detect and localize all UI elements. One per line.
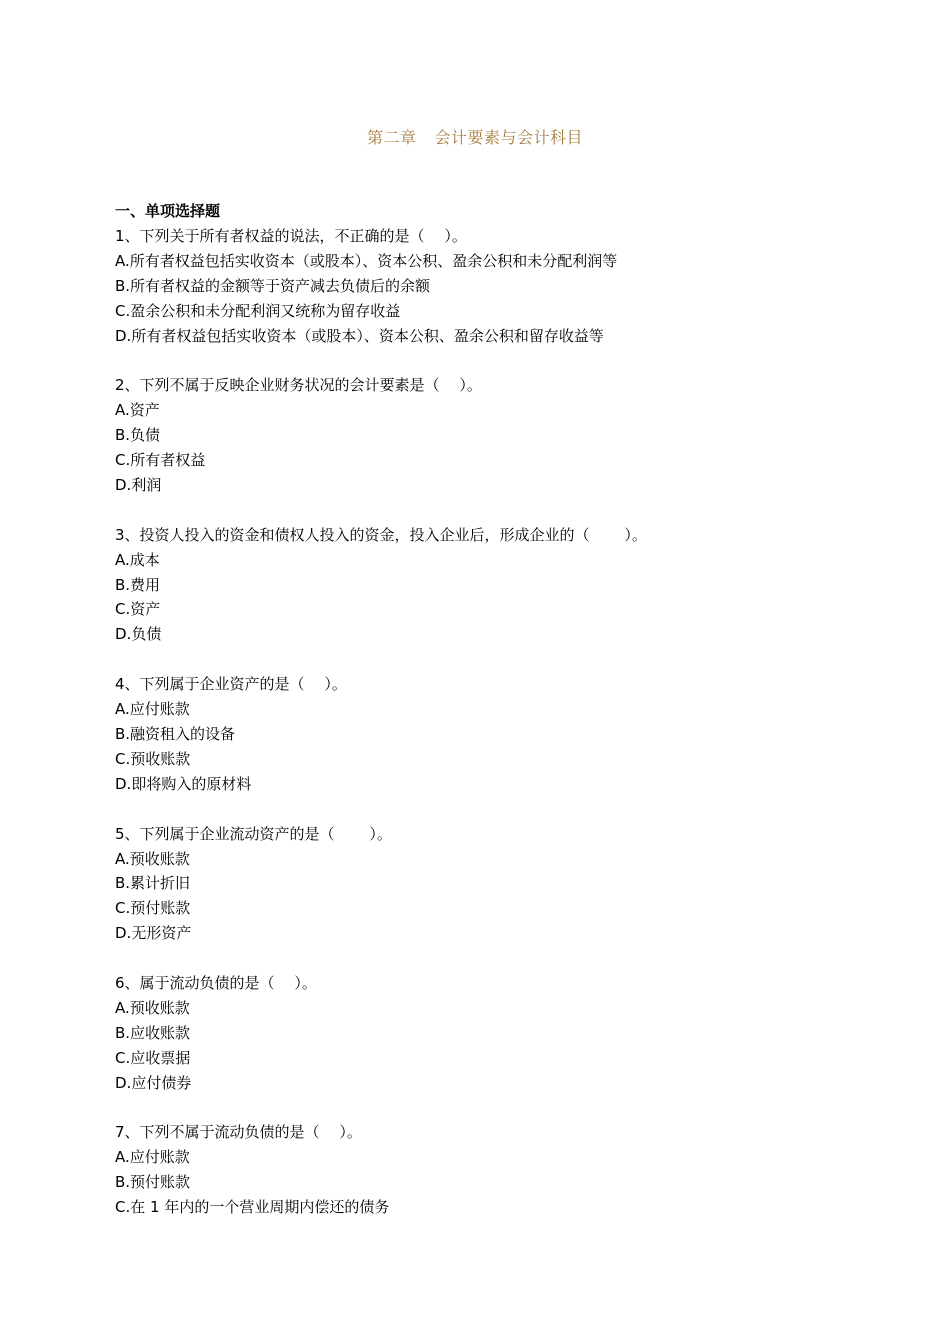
option-b: B.预付账款 — [115, 1173, 191, 1192]
option-c: C.所有者权益 — [115, 451, 206, 470]
question-stem: 4、下列属于企业资产的是（ ）。 — [115, 675, 347, 694]
chapter-title — [0, 127, 950, 149]
question-4 — [115, 672, 915, 797]
question-stem: 2、下列不属于反映企业财务状况的会计要素是（ ）。 — [115, 376, 482, 395]
option-d: D.利润 — [115, 475, 162, 494]
question-6 — [115, 971, 915, 1096]
document-content — [115, 199, 915, 1245]
option-c: C.预付账款 — [115, 899, 191, 918]
question-1 — [115, 224, 915, 349]
option-a: A.成本 — [115, 550, 160, 569]
option-b: B.负债 — [115, 426, 161, 445]
option-a: A.资产 — [115, 401, 160, 420]
option-a: A.应付账款 — [115, 1148, 190, 1167]
option-c: C.资产 — [115, 600, 161, 619]
question-2 — [115, 373, 915, 498]
option-c: C.应收票据 — [115, 1048, 191, 1067]
option-b: B.应收账款 — [115, 1023, 191, 1042]
option-b: B.费用 — [115, 575, 161, 594]
option-d: D.无形资产 — [115, 924, 192, 943]
question-5 — [115, 822, 915, 947]
section-heading: 一、单项选择题 — [115, 202, 221, 220]
question-stem: 5、下列属于企业流动资产的是（ ）。 — [115, 824, 392, 843]
question-7 — [115, 1120, 915, 1220]
option-c: C.盈余公积和未分配利润又统称为留存收益 — [115, 301, 401, 320]
option-a: A.预收账款 — [115, 998, 190, 1017]
option-a: A.预收账款 — [115, 849, 190, 868]
option-d: D.即将购入的原材料 — [115, 774, 252, 793]
chapter-number: 第二章 — [366, 128, 417, 147]
question-stem: 3、投资人投入的资金和债权人投入的资金，投入企业后，形成企业的（ ）。 — [115, 525, 647, 544]
option-a: A.应付账款 — [115, 700, 190, 719]
option-d: D.负债 — [115, 625, 162, 644]
option-c: C.在 1 年内的一个营业周期内偿还的债务 — [115, 1198, 390, 1217]
option-d: D.所有者权益包括实收资本（或股本）、资本公积、盈余公积和留存收益等 — [115, 326, 604, 345]
option-b: B.所有者权益的金额等于资产减去负债后的余额 — [115, 276, 431, 295]
option-b: B.融资租入的设备 — [115, 724, 236, 743]
chapter-name: 会计要素与会计科目 — [434, 128, 584, 147]
option-c: C.预收账款 — [115, 749, 191, 768]
question-3 — [115, 523, 915, 648]
option-b: B.累计折旧 — [115, 874, 191, 893]
question-stem: 1、下列关于所有者权益的说法，不正确的是（ ）。 — [115, 226, 467, 245]
question-stem: 6、属于流动负债的是（ ）。 — [115, 974, 317, 993]
option-d: D.应付债券 — [115, 1073, 192, 1092]
question-stem: 7、下列不属于流动负债的是（ ）。 — [115, 1123, 362, 1142]
option-a: A.所有者权益包括实收资本（或股本）、资本公积、盈余公积和未分配利润等 — [115, 251, 618, 270]
